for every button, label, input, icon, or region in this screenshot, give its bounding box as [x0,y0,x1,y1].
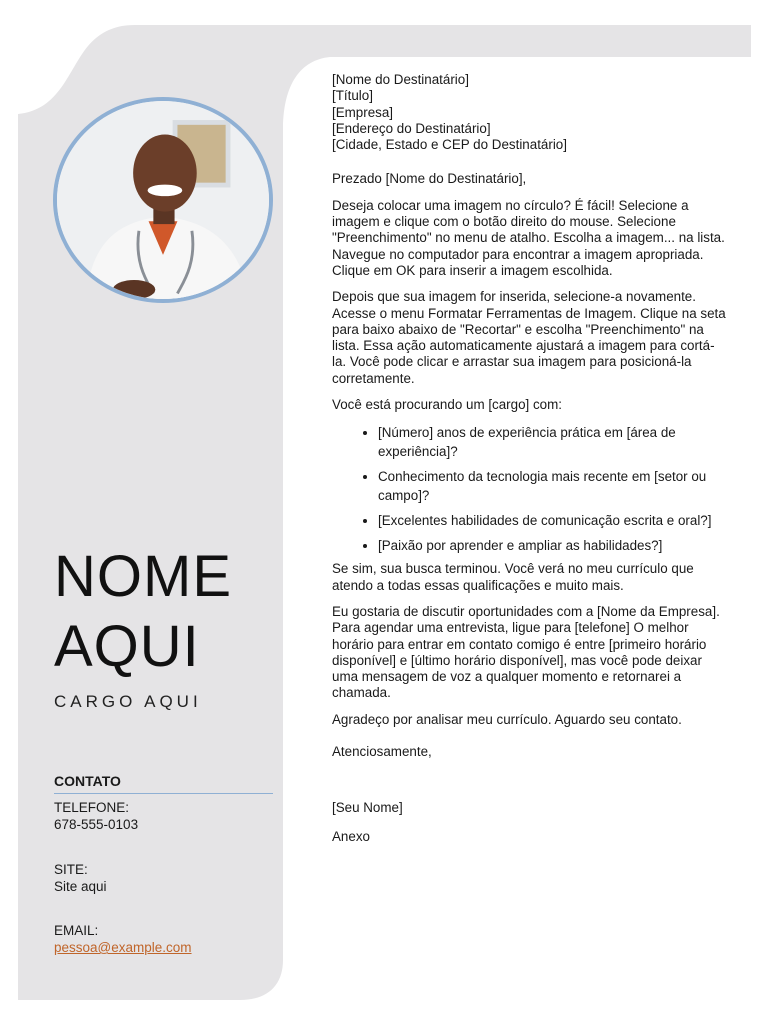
site-value: Site aqui [54,879,107,894]
paragraph: Você está procurando um [cargo] com: [332,397,562,413]
name-line-2: AQUI [54,614,200,679]
email-label: EMAIL: [54,923,99,938]
contact-heading: CONTATO [54,773,273,794]
paragraph: Agradeço por analisar meu currículo. Aguardo seu contato. [332,711,682,727]
recipient-address: [Endereço do Destinatário] [332,120,491,136]
recipient-name: [Nome do Destinatário] [332,72,469,87]
closing: Atenciosamente, [332,744,432,760]
enclosure: Anexo [332,828,370,844]
paragraph: Deseja colocar uma imagem no círculo? É fácil! Selecione a imagem e clique com o botão direito do mouse. Selecione "Preenchimento" no menu de atalho. Escolha a imagem... na lista. Navegue no computador para encontrar a imagem apropriada. Clique em OK para inserir a imagem escolhida. [332,197,725,278]
recipient-city: [Cidade, Estado e CEP do Destinatário] [332,137,567,153]
recipient-company: [Empresa] [332,104,394,120]
cover-letter [332,72,728,855]
list-item: • [Paixão por aprender e ampliar as habilidades?] [378,536,728,555]
paragraph: Se sim, sua busca terminou. Você verá no meu currículo que atendo a todas essas qualificações e muito mais. [332,561,694,593]
phone-value: 678-555-0103 [54,817,139,832]
contact-email [54,922,192,956]
name-line-1: NOME [54,544,232,609]
list-item: • Conhecimento da tecnologia mais recente em [setor ou campo]? [378,467,728,505]
signature: [Seu Nome] [332,800,403,816]
contact-site [54,861,107,895]
phone-label: TELEFONE: [54,800,130,815]
recipient-title: [Título] [332,88,373,104]
job-title: CARGO AQUI [54,692,202,711]
recipient-block [332,72,728,153]
qualifications-list [332,423,728,555]
candidate-name [54,542,284,682]
profile-photo[interactable] [53,97,273,303]
list-item: • [Excelentes habilidades de comunicação escrita e oral?] [378,511,728,530]
salutation: Prezado [Nome do Destinatário], [332,171,527,187]
paragraph: Eu gostaria de discutir oportunidades com a [Nome da Empresa]. Para agendar uma entrevista, ligue para [telefone] O melhor horário para entrar em contato comigo é entre [primeiro horário disponível] e [último horário disponível], mas você pode deixar uma mensagem de voz a qualquer momento e retornarei a chamada. [332,603,720,701]
site-label: SITE: [54,862,88,877]
contact-phone [54,799,138,833]
list-item: • [Número] anos de experiência prática em [área de experiência]? [378,423,728,461]
email-link[interactable]: pessoa@example.com [54,940,192,955]
paragraph: Depois que sua imagem for inserida, selecione-a novamente. Acesse o menu Formatar Ferramentas de Imagem. Clique na seta para baixo abaixo de "Recortar" e escolha "Preenchimento" na lista. Essa ação automaticamente ajustará a imagem para cortá-la. Você pode clicar e arrastar sua imagem para posicioná-la corretamente. [332,289,726,386]
